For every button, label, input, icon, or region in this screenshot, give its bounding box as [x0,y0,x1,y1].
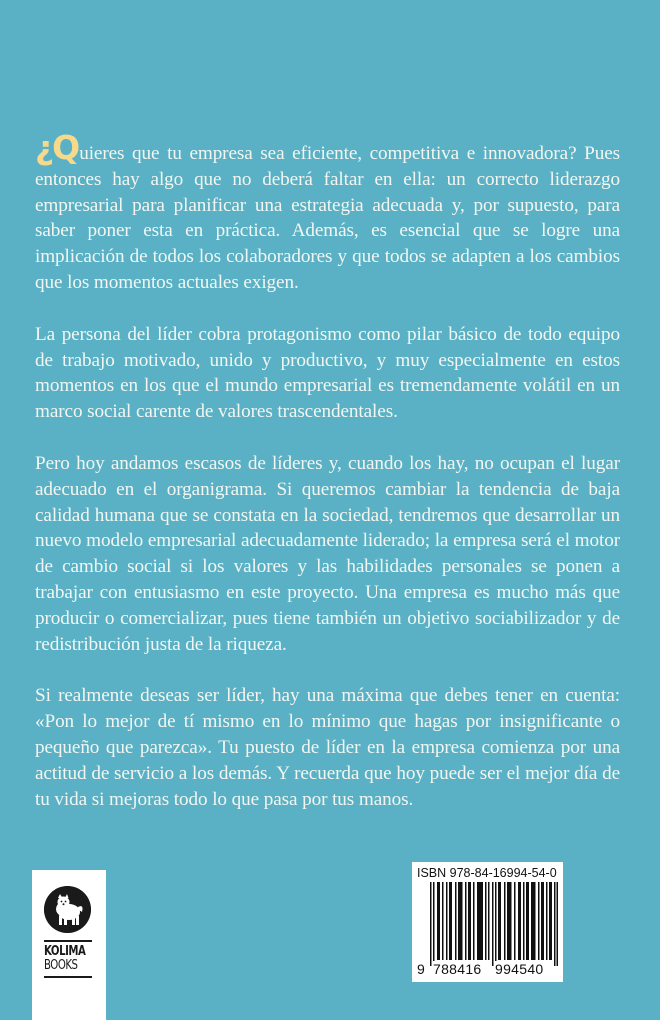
blurb-paragraph-2: La persona del líder cobra protagonismo como pilar básico de todo equipo de trabajo motivado, unido y productivo, y muy especialmente en estos momentos en los que el mundo empresarial es tremendamente volátil en un marco social carente de valores trascendentales. [35,323,620,423]
logo-rule-top [44,940,92,942]
samoyed-dog-icon [44,886,91,933]
publisher-logo [32,870,106,1020]
blurb-paragraph-1-text: uieres que tu empresa sea eficiente, competitiva e innovadora? Pues entonces hay algo que no deberá faltar en ella: un correcto liderazgo empresarial para planificar una estrategia adecuada y, por supuesto, para saber poner esta en práctica. Además, es esencial que se logre una implicación de todos los colaboradores y que todos se adapten a los cambios que los momentos actuales exigen. [35,143,620,293]
isbn-label: ISBN 978-84-16994-54-0 [417,866,557,880]
blurb-paragraph-3: Pero hoy andamos escasos de líderes y, cuando los hay, no ocupan el lugar adecuado en el organigrama. Si queremos cambiar la tendencia de baja calidad humana que se constata en la sociedad, tendremos que desarrollar un nuevo modelo empresarial adecuadamente liderado; la empresa será el motor de cambio social si los valores y las habilidades personales se ponen a trabajar con entusiasmo en este proyecto. Una empresa es mucho más que producir o comercializar, pues tiene también un objetivo sociabilizador y de redistribución justa de la riqueza. [35,452,620,655]
blurb-paragraph-1 [35,128,620,296]
ean-first-digit: 9 [417,961,425,977]
dropcap: ¿Q [35,128,79,167]
logo-rule-bottom [44,976,92,978]
publisher-name: KOLIMA [44,944,86,959]
blurb-paragraph-4: Si realmente deseas ser líder, hay una máxima que debes tener en cuenta: «Pon lo mejor de tí mismo en lo mínimo que hagas por insignificante o pequeño que parezca». Tu puesto de líder en la empresa comienza por una actitud de servicio a los demás. Y recuerda que hoy puede ser el mejor día de tu vida si mejoras todo lo que pasa por tus manos. [35,685,620,810]
isbn-barcode [412,862,563,982]
back-cover-blurb [35,128,620,838]
barcode-bars [430,882,558,966]
ean-group-right: 994540 [495,961,544,977]
ean-group-left: 788416 [433,961,482,977]
publisher-subname: BOOKS [44,958,78,973]
